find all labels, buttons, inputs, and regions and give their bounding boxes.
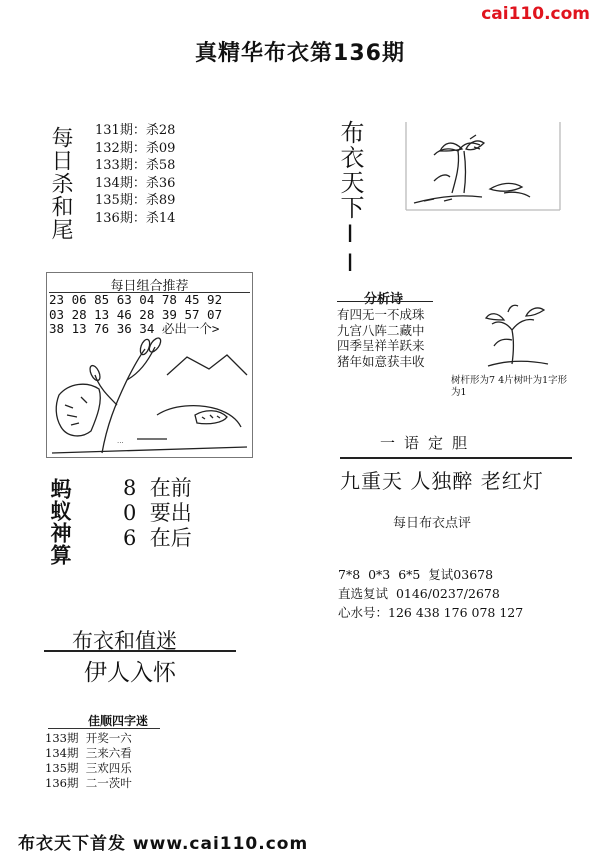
jiashun-item: 133期 开奖一六 [45, 731, 132, 745]
riddle-divider [44, 650, 236, 652]
footer-banner: 布衣天下首发 www.cai110.com [18, 834, 309, 854]
poem-title: 分析诗 [364, 292, 404, 307]
one-phrase-text: 九重天 人独醉 老红灯 [340, 469, 544, 493]
review-title: 每日布衣点评 [393, 516, 472, 531]
one-phrase-divider [340, 457, 572, 459]
jiashun-item: 135期 三欢四乐 [45, 761, 132, 775]
ant-god-label: 蚂蚁神算 [48, 478, 72, 566]
combo-row: 03 28 13 46 28 39 57 07 [49, 306, 223, 322]
site-watermark: cai110.com [481, 4, 590, 24]
jiashun-list [45, 731, 132, 790]
poem-note: 树杆形为7 4片树叶为1字形为1 [451, 375, 568, 398]
svg-text:···: ··· [117, 439, 124, 447]
jiashun-divider [48, 728, 160, 729]
review-line: 7*8 0*3 6*5 复试03678 [338, 567, 494, 582]
riddle-answer: 伊人入怀 [84, 660, 176, 686]
kill-item: 132期：杀09 [95, 140, 176, 156]
combo-row: 23 06 85 63 04 78 45 92 [49, 292, 223, 307]
ant-god-row: 6 在后 [123, 526, 192, 550]
poem-line: 猪年如意获丰收 [337, 353, 425, 369]
kill-item: 133期：杀58 [95, 158, 176, 173]
jiashun-title: 佳顺四字迷 [88, 714, 149, 728]
combo-numbers [49, 293, 222, 337]
page-title: 真精华布衣第136期 [195, 41, 405, 66]
tiger-sketch-image [47, 335, 252, 457]
kill-item: 134期：杀36 [95, 175, 176, 191]
ant-god-row: 0 要出 [123, 501, 192, 525]
daily-kill-list [95, 122, 175, 227]
kill-item: 136期：杀14 [95, 210, 176, 226]
jiashun-item: 136期 二一茨叶 [45, 776, 132, 790]
poem-divider [337, 301, 433, 302]
poem-lines [337, 307, 425, 369]
review-lines [338, 565, 523, 622]
daily-kill-label: 每日杀和尾 [48, 126, 73, 241]
review-line: 直选复试 0146/0237/2678 [338, 586, 500, 601]
sapling-sketch-image [468, 290, 568, 372]
kill-item: 131期：杀28 [95, 123, 176, 138]
combo-row: 38 13 76 36 34 必出一个> [49, 321, 220, 336]
combo-panel [46, 272, 253, 458]
kill-item: 135期：杀89 [95, 193, 176, 208]
ant-god-row: 8 在前 [123, 476, 192, 500]
tianxia-label: 布衣天下II [336, 120, 364, 278]
poem-line: 有四无一不成珠 [337, 307, 425, 322]
one-phrase-title: 一语定胆 [380, 434, 477, 452]
poem-line: 九宫八阵二藏中 [337, 322, 425, 338]
riddle-title: 布衣和值迷 [72, 629, 177, 653]
review-line: 心水号：126 438 176 078 127 [338, 605, 524, 620]
jiashun-item: 134期 三来六看 [45, 746, 132, 760]
tree-sketch-image [404, 121, 562, 211]
combo-title: 每日组合推荐 [110, 279, 189, 294]
ant-god-rows [123, 476, 192, 551]
poem-line: 四季呈祥羊跃来 [337, 338, 425, 353]
